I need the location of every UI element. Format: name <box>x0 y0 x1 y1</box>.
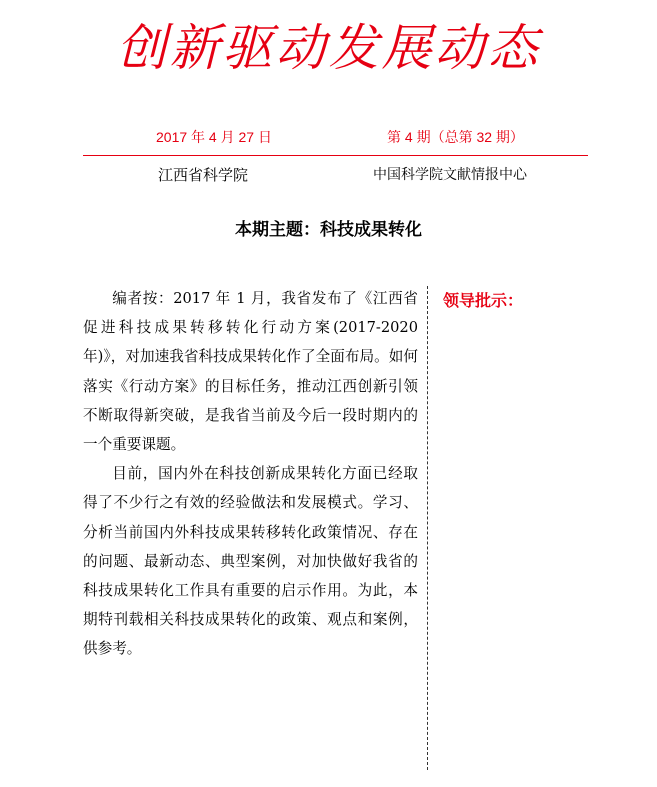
body-paragraph: 目前，国内外在科技创新成果转化方面已经取得了不少行之有效的经验做法和发展模式。学习、分析当前国内外科技成果转移转化政策情况、存在的问题、最新动态、典型案例，对加快做好我省的科技成果转化工作具有重要的启示作用。为此，本期特刊载相关科技成果转化的政策、观点和案例，供参考。 <box>83 465 418 658</box>
issue-theme: 本期主题：科技成果转化 <box>235 220 422 240</box>
column-divider <box>427 286 428 770</box>
editor-note-paragraph: 编者按：2017 年 1 月，我省发布了《江西省促进科技成果转移转化行动方案(2017-2020 年)》，对加速我省科技成果转化作了全面布局。如何落实《行动方案》的目标任务，推动江西创新引领不断取得新突破，是我省当前及今后一段时期内的一个重要课题。 <box>83 290 418 454</box>
publisher: 江西省科学院 <box>158 166 249 184</box>
co-publisher: 中国科学院文献情报中心 <box>373 167 527 183</box>
body-text <box>83 284 418 664</box>
header-divider <box>83 155 588 156</box>
masthead-title: 创新驱动发展动态 <box>116 19 541 77</box>
issue-date: 2017 年 4 月 27 日 <box>156 129 272 145</box>
leader-instruction-label: 领导批示： <box>443 291 524 310</box>
issue-number: 第 4 期（总第 32 期） <box>387 129 524 145</box>
